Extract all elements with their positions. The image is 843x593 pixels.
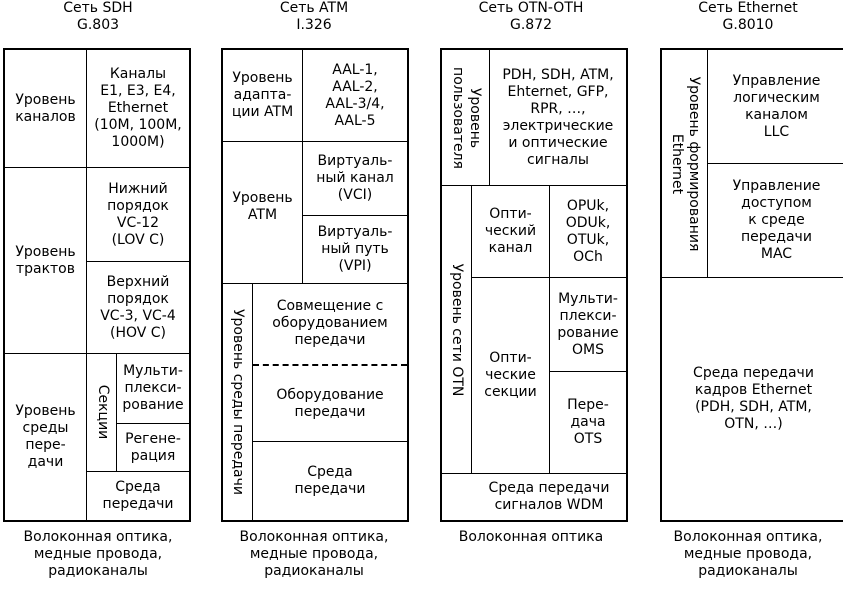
ethernet-header: Сеть Ethernet G.8010	[698, 0, 798, 33]
eth-medium: Среда передачи кадров Ethernet (PDH, SDH, ATM, OTN, …)	[693, 365, 814, 432]
atm-footer: Волоконная оптика, медные провода, радиоканалы	[239, 529, 389, 579]
sdh-medium: Среда передачи	[102, 479, 174, 512]
eth-forming-level: Уровень формирования Ethernet	[669, 76, 702, 252]
otn-footer: Волоконная оптика	[458, 529, 604, 545]
atm-vci: Виртуаль- ный канал (VCI)	[303, 142, 407, 216]
sdh-sections: Секции	[95, 384, 112, 440]
otn-opuk: OPUk, ODUk, OTUk, OCh	[550, 186, 626, 278]
atm-level: Уровень ATM	[223, 142, 303, 284]
atm-stack	[221, 48, 409, 522]
sdh-higher-order: Верхний порядок VC-3, VC-4 (HOV C)	[87, 262, 189, 354]
sdh-medium-level: Уровень среды пере- дачи	[5, 354, 87, 520]
atm-medium: Среда передачи	[294, 464, 366, 497]
eth-llc: Управление логическим каналом LLC	[708, 50, 843, 164]
otn-signals: PDH, SDH, ATM, Ehternet, GFP, RPR, …, электрические и оптические сигналы	[490, 50, 626, 186]
sdh-header: Сеть SDH G.803	[63, 0, 133, 33]
otn-level: Уровень сети OTN	[449, 263, 466, 397]
otn-wdm: Среда передачи сигналов WDM	[488, 480, 610, 513]
sdh-multiplexing: Мульти- плекси- рование	[117, 354, 189, 424]
atm-medium-level: Уровень среды передачи	[230, 309, 247, 495]
otn-ots: Пере- дача OTS	[550, 372, 626, 474]
sdh-footer: Волоконная оптика, медные провода, радиоканалы	[23, 529, 173, 579]
otn-optical-sections: Опти- ческие секции	[472, 278, 550, 474]
otn-header: Сеть OTN-OTH G.872	[478, 0, 584, 33]
atm-compat: Совмещение с оборудованием передачи	[272, 297, 388, 348]
otn-user-level: Уровень пользователя	[450, 67, 483, 169]
otn-optical-channel: Опти- ческий канал	[472, 186, 550, 278]
atm-adaptation-level: Уровень адапта- ции ATM	[223, 50, 303, 142]
eth-mac: Управление доступом к среде передачи MAC	[708, 164, 843, 278]
atm-vpi: Виртуаль- ный путь (VPI)	[303, 216, 407, 284]
atm-header: Сеть ATM I.326	[279, 0, 349, 33]
ethernet-stack	[660, 48, 843, 522]
sdh-lower-order: Нижний порядок VC-12 (LOV C)	[87, 168, 189, 262]
sdh-stack	[3, 48, 191, 522]
sdh-paths-level: Уровень трактов	[5, 168, 87, 354]
otn-oms: Мульти- плекси- рование OMS	[550, 278, 626, 372]
ethernet-footer: Волоконная оптика, медные провода, радиоканалы	[673, 529, 823, 579]
sdh-regeneration: Регене- рация	[117, 424, 189, 472]
sdh-channels: Каналы E1, E3, E4, Ethernet (10M, 100M, 1000M)	[87, 50, 189, 168]
otn-stack	[440, 48, 628, 522]
atm-equipment: Оборудование передачи	[253, 366, 407, 442]
sdh-channels-level: Уровень каналов	[5, 50, 87, 168]
atm-aal: AAL-1, AAL-2, AAL-3/4, AAL-5	[303, 50, 407, 142]
